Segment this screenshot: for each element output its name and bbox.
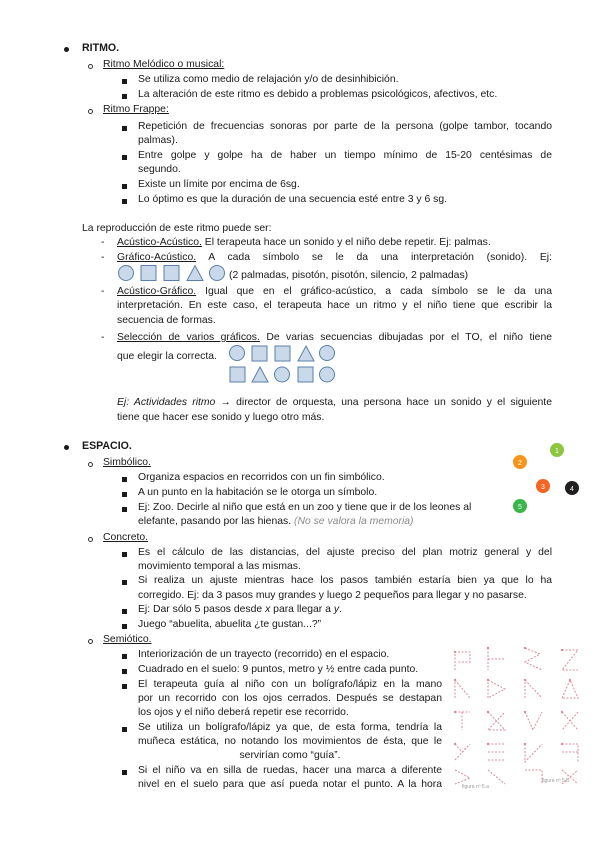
bullet (122, 770, 127, 775)
list-item: por un recorrido con los ojos cerrados. Después se destapan (138, 693, 442, 704)
bullet (88, 64, 93, 69)
list-item-acustico-acustico (117, 236, 491, 250)
bullet (122, 669, 127, 674)
bullet (64, 445, 69, 450)
example-line (117, 396, 552, 410)
dash-bullet: - (101, 252, 105, 263)
list-item: Lo óptimo es que la duración de una secuencia esté entre 3 y 6 sg. (138, 194, 448, 205)
shapes-sequence-1 (117, 264, 227, 282)
bullet (122, 79, 127, 84)
paragraph-intro: La reproducción de este ritmo puede ser: (82, 223, 272, 234)
figure-caption-left: figura nº 5.a (462, 784, 489, 790)
heading-ritmo-frappe: Ritmo Frappe: (103, 104, 169, 115)
dot-label: 1 (555, 448, 559, 455)
bullet (88, 537, 93, 542)
dash-bullet: - (101, 286, 105, 297)
list-item: La alteración de este ritmo es debido a problemas psicológicos, afectivos, etc. (138, 89, 498, 100)
term: Acústico-Acústico. (117, 237, 202, 248)
list-item: Si realiza un ajuste mientras hace los pasos también estaría bien ya que lo ha (138, 575, 552, 586)
example-line: tiene que hacer ese sonido y luego otro más. (117, 412, 325, 423)
dot-label: 3 (541, 484, 545, 491)
list-item: muñeca estática, no notando los movimientos de ésta, que le (138, 736, 442, 747)
term: Gráfico-Acústico. (117, 252, 197, 263)
bullet (122, 654, 127, 659)
list-item: Organiza espacios en recorridos con un fin simbólico. (138, 472, 385, 483)
list-item: palmas). (138, 135, 178, 146)
dot-label: 4 (570, 486, 574, 493)
heading-semiotico: Semiótico. (103, 634, 152, 645)
list-item: Existe un límite por encima de 6sg. (138, 179, 300, 190)
var-y: y (333, 604, 340, 615)
term-text: El terapeuta hace un sonido y el niño debe repetir. Ej: palmas. (201, 237, 491, 248)
text: para llegar a (270, 604, 334, 615)
list-item: Se utiliza un bolígrafo/lápiz ya que, de esta forma, tendría la (138, 722, 442, 733)
list-item: los ojos y el niño deberá repetir ese recorrido. (138, 707, 349, 718)
list-item: Juego “abuelita, abuelita ¿te gustan...?” (138, 619, 322, 630)
list-item: segundo. (138, 164, 181, 175)
paragraph-line: secuencia de formas. (117, 315, 216, 326)
bullet (122, 126, 127, 131)
shapes-caption: (2 palmadas, pisotón, pisotón, silencio, 2 palmadas) (229, 270, 469, 281)
bullet (122, 94, 127, 99)
list-item (138, 603, 342, 617)
example-text: director de orquesta, una persona hace un sonido y el siguiente (230, 397, 552, 408)
section-title-ritmo: RITMO. (82, 42, 120, 54)
list-item: Se utiliza como medio de relajación y/o de desinhibición. (138, 74, 399, 85)
list-item: Es el cálculo de las distancias, del ajuste preciso del plan motriz general y del (138, 547, 552, 558)
note: (No se valora la memoria) (293, 516, 414, 527)
bullet (122, 624, 127, 629)
term: Acústico-Gráfico. (117, 286, 197, 297)
dot-label: 5 (518, 504, 522, 511)
term-text: A cada símbolo se le da una interpretación (sonido). Ej: (196, 252, 552, 263)
term-text: De varias secuencias dibujadas por el TO, el niño tiene (259, 332, 552, 343)
text: . (339, 604, 342, 615)
list-item: nivel en el suelo para que así pueda notar el punto. A la hora (138, 779, 442, 790)
bullet (88, 462, 93, 467)
list-item-text: elefante, pasando por las hienas. (138, 516, 292, 527)
bullet (122, 492, 127, 497)
paragraph-line: interpretación. En este caso, el terapeuta hace un ritmo y el niño tiene que escribir la (117, 300, 552, 311)
bullet (122, 552, 127, 557)
section-title-espacio: ESPACIO. (82, 440, 132, 452)
text: Ej: Dar sólo 5 pasos desde (138, 604, 266, 615)
list-item: movimiento temporal a las mismas. (138, 561, 301, 572)
bullet (88, 109, 93, 114)
dash-bullet: - (101, 332, 105, 343)
list-item: Repetición de frecuencias sonoras por parte de la persona (golpe tambor, tocando (138, 121, 552, 132)
figure-caption-right: figura nº 5.b (542, 778, 569, 784)
term: Selección de varios gráficos. (117, 332, 260, 343)
bullet (122, 184, 127, 189)
bullet (122, 580, 127, 585)
list-item-acustico-grafico (117, 285, 552, 299)
bullet (64, 47, 69, 52)
var-x: x (265, 604, 271, 615)
heading-concreto: Concreto. (103, 532, 149, 543)
list-item: servirían como “guía”. (239, 750, 341, 761)
bullet (122, 609, 127, 614)
bullet (122, 155, 127, 160)
list-item: Si el niño va en silla de ruedas, hacer una marca a diferente (138, 765, 442, 776)
term-text: Igual que en el gráfico-acústico, a cada símbolo se le da una (196, 286, 552, 297)
bullet (122, 684, 127, 689)
shapes-sequence-2 (229, 345, 344, 385)
dot-label: 2 (518, 460, 522, 467)
example-label: Ej: Actividades ritmo → (117, 397, 231, 408)
dash-bullet: - (101, 237, 105, 248)
list-item-continuation (138, 515, 414, 529)
list-item: Cuadrado en el suelo: 9 puntos, metro y ½ entre cada punto. (138, 664, 419, 675)
bullet (88, 639, 93, 644)
list-item: Entre golpe y golpe ha de haber un tiempo mínimo de 15-20 centésimas de (138, 150, 552, 161)
bullet (122, 477, 127, 482)
list-item-seleccion-graficos (117, 331, 552, 345)
bullet (122, 199, 127, 204)
path-patterns-figure (450, 640, 588, 790)
list-item: A un punto en la habitación se le otorga un símbolo. (138, 487, 378, 498)
list-item: Ej: Zoo. Decirle al niño que está en un zoo y tiene que ir de los leones al (138, 502, 472, 513)
paragraph-line: que elegir la correcta. (117, 351, 217, 362)
colored-dots-figure (508, 440, 588, 515)
bullet (122, 727, 127, 732)
list-item: El terapeuta guía al niño con un bolígrafo/lápiz en la mano (138, 679, 442, 690)
list-item: Interiorización de un trayecto (recorrido) en el espacio. (138, 649, 390, 660)
heading-ritmo-melodico: Ritmo Melódico o musical: (103, 59, 225, 70)
bullet (122, 507, 127, 512)
heading-simbolico: Simbólico. (103, 457, 151, 468)
list-item: corregido. Ej: da 3 pasos muy grandes y luego 2 pequeños para llegar y no pasarse. (138, 590, 527, 601)
